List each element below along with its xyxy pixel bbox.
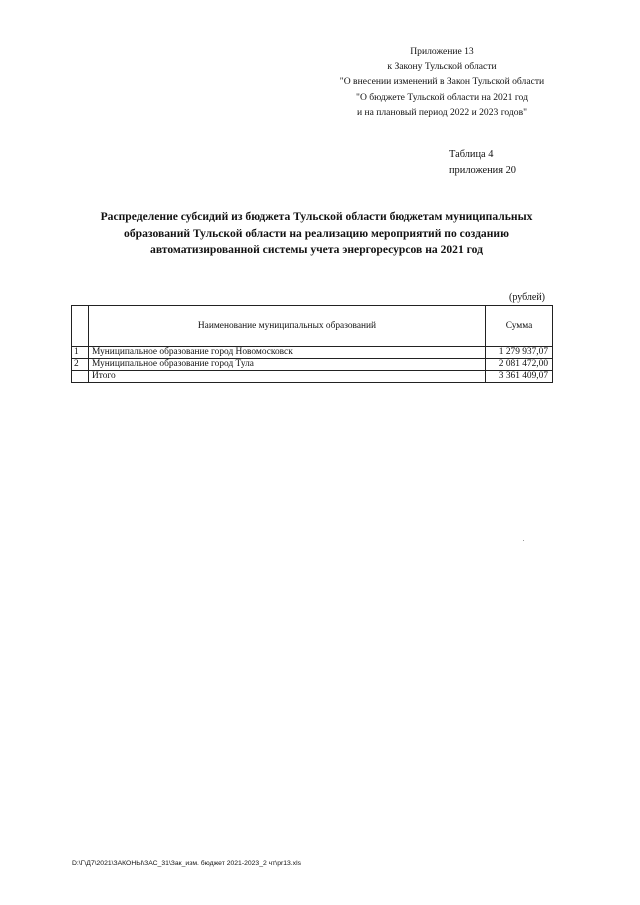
row-amount: 3 361 409,07	[486, 371, 553, 383]
unit-label: (рублей)	[509, 292, 546, 303]
row-name: Итого	[89, 371, 486, 383]
scan-speck	[523, 540, 524, 541]
table-reference	[449, 147, 516, 178]
file-path-footer: D:\Г\Д7\2021\ЗАКОНЫ\ЗАС_31\Зак_изм. бюджет 2021-2023_2 чт\pr13.xls	[72, 860, 301, 867]
header-amount: Сумма	[486, 306, 553, 347]
document-title	[64, 209, 569, 259]
header-number	[72, 306, 89, 347]
appendix-line: "О внесении изменений в Закон Тульской области	[339, 76, 545, 88]
appendix-line: и на плановый период 2022 и 2023 годов"	[356, 106, 528, 118]
title-line: Распределение субсидий из бюджета Тульской области бюджетам муниципальных	[100, 210, 533, 223]
row-amount: 2 081 472,00	[486, 359, 553, 371]
appendix-reference	[318, 44, 566, 120]
header-name: Наименование муниципальных образований	[89, 306, 486, 347]
title-line: автоматизированной системы учета энергоресурсов на 2021 год	[150, 243, 483, 257]
row-number: 1	[72, 347, 89, 359]
table-row	[72, 347, 553, 359]
row-name: Муниципальное образование город Новомосковск	[89, 347, 486, 359]
row-number	[72, 371, 89, 383]
row-amount: 1 279 937,07	[486, 347, 553, 359]
subsidy-table	[71, 305, 553, 383]
row-name: Муниципальное образование город Тула	[89, 359, 486, 371]
title-line: образований Тульской области на реализацию мероприятий по созданию	[124, 226, 509, 240]
appendix-line: Приложение 13	[410, 46, 474, 57]
table-row	[72, 359, 553, 371]
appendix-line: "О бюджете Тульской области на 2021 год	[356, 91, 528, 103]
row-number: 2	[72, 359, 89, 371]
table-number: Таблица 4	[449, 149, 494, 160]
table-header-row	[72, 306, 553, 347]
appendix-line: к Закону Тульской области	[387, 61, 497, 73]
table-total-row	[72, 371, 553, 383]
table-appendix: приложения 20	[449, 164, 516, 176]
